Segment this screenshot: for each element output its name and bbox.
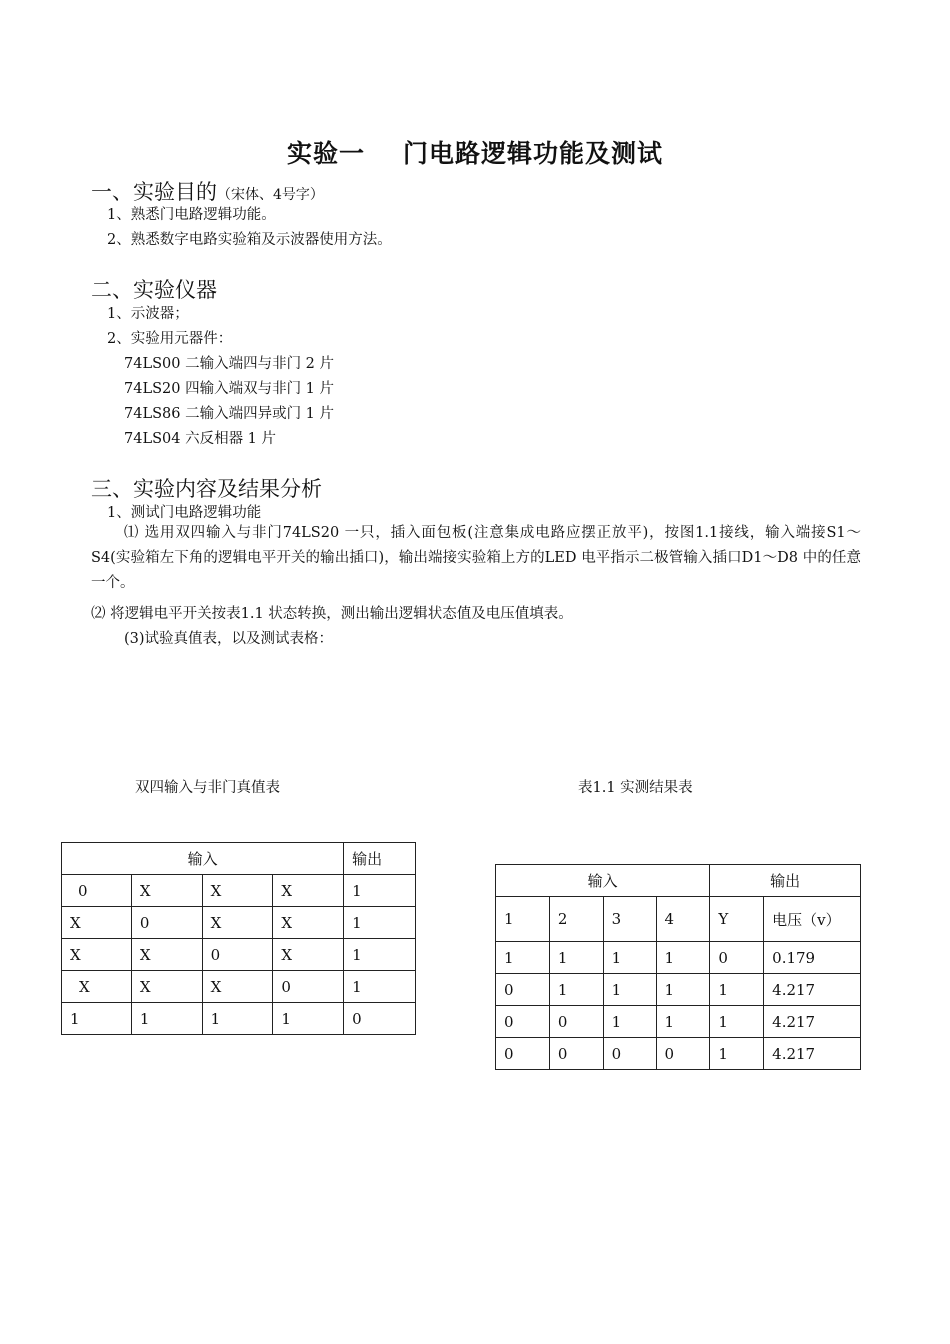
table-cell: X <box>273 907 344 939</box>
table-cell: X <box>62 939 132 971</box>
table-row <box>496 1006 861 1038</box>
table-cell: 0 <box>496 1038 550 1070</box>
paragraph-1 <box>91 521 861 596</box>
table-row <box>62 939 416 971</box>
result-table <box>495 864 861 1070</box>
table-cell: 1 <box>496 942 550 974</box>
table-cell: 4.217 <box>764 1006 861 1038</box>
section2-heading: 二、实验仪器 <box>91 278 217 302</box>
table-cell: 1 <box>603 942 656 974</box>
paragraph-3: (3)试验真值表，以及测试表格： <box>124 631 334 647</box>
table-cell: X <box>202 907 273 939</box>
section1-heading-text: 一、实验目的 <box>91 180 217 204</box>
truth-header-output: 输出 <box>344 843 416 875</box>
table-cell: 1 <box>710 974 764 1006</box>
page-title <box>0 134 950 170</box>
table-cell: 1 <box>344 939 416 971</box>
table-cell: X <box>202 875 273 907</box>
table-cell: 0 <box>603 1038 656 1070</box>
table-cell: 0 <box>549 1038 603 1070</box>
section3-heading: 三、实验内容及结果分析 <box>91 477 322 501</box>
table-cell: 1 <box>710 1038 764 1070</box>
result-col-2: 2 <box>549 897 603 942</box>
table-cell: 0 <box>549 1006 603 1038</box>
table-row <box>496 1038 861 1070</box>
table-cell: 0 <box>496 1006 550 1038</box>
table-cell: 0 <box>496 974 550 1006</box>
section1-note: （宋体、4号字） <box>217 187 324 203</box>
truth-table-caption: 双四输入与非门真值表 <box>135 780 280 796</box>
table-row <box>62 971 416 1003</box>
table-cell: 4.217 <box>764 1038 861 1070</box>
section2-item-2: 2、实验用元器件： <box>107 331 233 347</box>
result-header-input: 输入 <box>496 865 710 897</box>
table-cell: 1 <box>344 907 416 939</box>
table-cell: 0 <box>202 939 273 971</box>
table-cell: 4.217 <box>764 974 861 1006</box>
result-col-3: 3 <box>603 897 656 942</box>
table-cell: 0 <box>710 942 764 974</box>
table-cell: 1 <box>603 1006 656 1038</box>
table-cell: 1 <box>656 974 710 1006</box>
result-col-1: 1 <box>496 897 550 942</box>
component-74ls04: 74LS04 六反相器 1 片 <box>124 431 277 447</box>
table-cell: 0 <box>273 971 344 1003</box>
table-cell: X <box>131 875 202 907</box>
truth-header-input: 输入 <box>62 843 344 875</box>
table-cell: 1 <box>656 942 710 974</box>
component-74ls00: 74LS00 二输入端四与非门 2 片 <box>124 356 335 372</box>
result-table-caption: 表1.1 实测结果表 <box>578 780 693 796</box>
table-row <box>62 907 416 939</box>
result-header-output: 输出 <box>710 865 861 897</box>
table-cell: X <box>202 971 273 1003</box>
result-col-y: Y <box>710 897 764 942</box>
table-cell: X <box>62 907 132 939</box>
result-col-4: 4 <box>656 897 710 942</box>
table-cell: 1 <box>344 875 416 907</box>
table-cell: 0 <box>344 1003 416 1035</box>
table-row <box>62 1003 416 1035</box>
title-left: 实验一 <box>286 139 365 168</box>
table-cell: 1 <box>603 974 656 1006</box>
table-cell: 1 <box>549 942 603 974</box>
table-cell: X <box>131 939 202 971</box>
table-cell: 1 <box>549 974 603 1006</box>
table-cell: 0 <box>62 875 132 907</box>
table-cell: 1 <box>656 1006 710 1038</box>
table-cell: X <box>273 875 344 907</box>
section3-sub1: 1、测试门电路逻辑功能 <box>107 505 262 521</box>
table-cell: 0 <box>656 1038 710 1070</box>
table-row <box>496 942 861 974</box>
table-cell: 1 <box>202 1003 273 1035</box>
table-cell: 1 <box>710 1006 764 1038</box>
table-cell: 0.179 <box>764 942 861 974</box>
table-row <box>62 875 416 907</box>
title-right: 门电路逻辑功能及测试 <box>403 139 664 168</box>
section1-item-2: 2、熟悉数字电路实验箱及示波器使用方法。 <box>107 232 392 248</box>
table-cell: 1 <box>131 1003 202 1035</box>
result-col-voltage: 电压（v） <box>764 897 861 942</box>
component-74ls20: 74LS20 四输入端双与非门 1 片 <box>124 381 335 397</box>
paragraph-2: ⑵ 将逻辑电平开关按表1.1 状态转换，测出输出逻辑状态值及电压值填表。 <box>91 606 573 622</box>
paragraph-1-text: ⑴ 选用双四输入与非门74LS20 一只，插入面包板(注意集成电路应摆正放平)，按图1.1接线，输入端接S1～S4(实验箱左下角的逻辑电平开关的输出插口)，输出端接实验箱上方的LED 电平指示二极管输入插口D1～D8 中的任意一个。 <box>91 525 861 591</box>
table-cell: 1 <box>62 1003 132 1035</box>
table-cell: X <box>273 939 344 971</box>
table-cell: 1 <box>344 971 416 1003</box>
truth-table <box>61 842 416 1035</box>
table-cell: 0 <box>131 907 202 939</box>
table-cell: X <box>131 971 202 1003</box>
section1-item-1: 1、熟悉门电路逻辑功能。 <box>107 207 276 223</box>
table-cell: X <box>62 971 132 1003</box>
section2-item-1: 1、示波器； <box>107 306 189 322</box>
component-74ls86: 74LS86 二输入端四异或门 1 片 <box>124 406 335 422</box>
table-cell: 1 <box>273 1003 344 1035</box>
table-row <box>496 974 861 1006</box>
section1-heading <box>91 176 324 206</box>
